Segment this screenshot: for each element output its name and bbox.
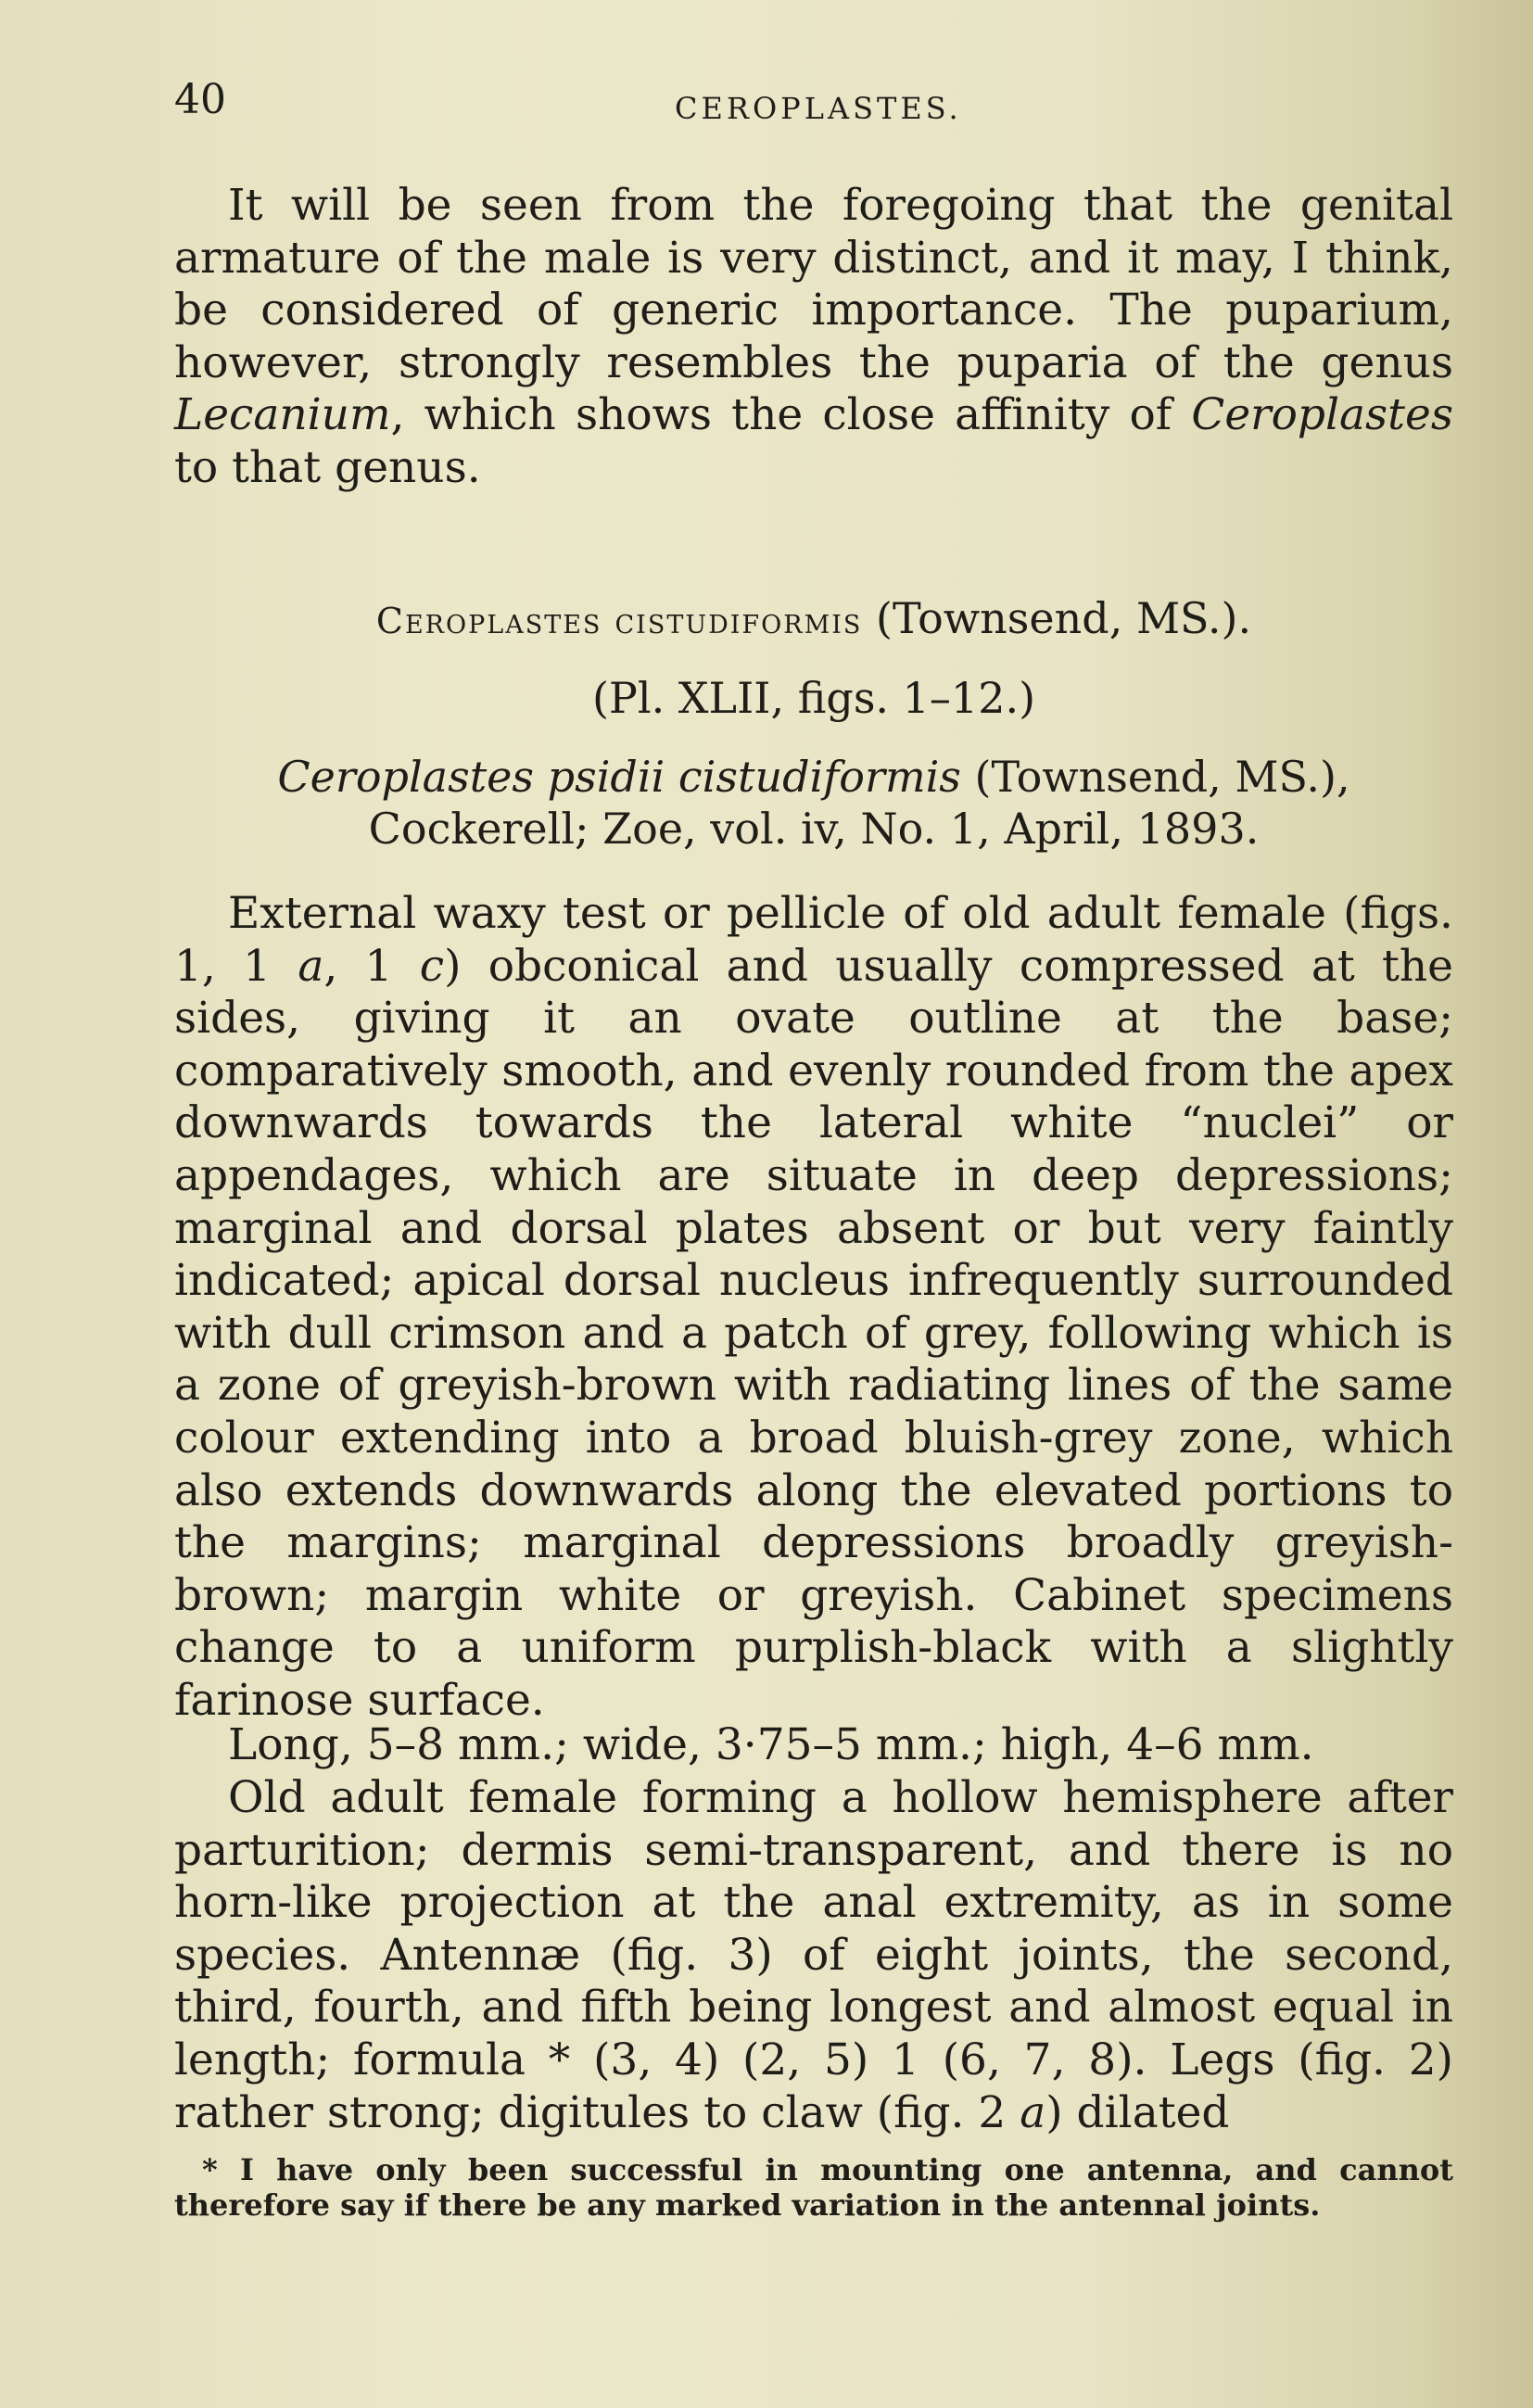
paragraph-genital-armature (174, 180, 1453, 495)
plate-reference: (Pl. XLII, figs. 1–12.) (591, 673, 1036, 723)
species-heading (174, 593, 1453, 643)
genus-lecanium: Lecanium (174, 389, 391, 441)
fig-label-2a: a (1020, 2086, 1046, 2138)
synonym-name: Ceroplastes psidii cistudiformis (277, 752, 961, 802)
synonym-reference: Cockerell; Zoe, vol. iv, No. 1, April, 1893. (368, 804, 1260, 854)
para2-text-2: , 1 (323, 940, 420, 992)
paragraph-description (174, 888, 1453, 1728)
para2-text-1: External waxy test or pellicle of old adult female (figs. 1, 1 (174, 888, 1453, 992)
para4-text-1: Old adult female forming a hollow hemisphere after parturition; dermis semi-transparent, and there is no horn-like projection at the anal extremity, as in some species. Antennæ (fig. 3) of eight joints, the second, third, fourth, and fifth being longest and almost equal in length; formula * (3, 4) (2, 5) 1 (6, 7, 8). Legs (fig. 2) rather strong; digitules to claw (fig. 2 (174, 1772, 1453, 2138)
species-name: Ceroplastes cistudiformis (375, 601, 863, 641)
paragraph-dimensions: Long, 5–8 mm.; wide, 3·75–5 mm.; high, 4–6 mm. (228, 1719, 1314, 1770)
species-authority: (Townsend, MS.). (876, 593, 1252, 643)
para2-text-3: ) obconical and usually compressed at the sides, giving it an ovate outline at the base; comparatively smooth, and evenly rounded from the apex downwards towards the lateral white “nuclei” or appendages, which are situate in deep depressions; marginal and dorsal plates absent or but very faintly indicated; apical dorsal nucleus infrequently surrounded with dull crimson and a patch of grey, following which is a zone of greyish-brown with radiating lines of the same colour extending into a broad bluish-grey zone, which also extends downwards along the elevated portions to the margins; marginal depressions broadly greyish-brown; margin white or greyish. Cabinet specimens change to a uniform purplish-black with a slightly farinose surface. (174, 940, 1453, 1726)
genus-ceroplastes: Ceroplastes (1191, 389, 1453, 441)
synonym-citation (174, 751, 1453, 855)
page-number: 40 (174, 76, 226, 123)
para4-text-2: ) dilated (1045, 2086, 1230, 2138)
running-head (174, 76, 1453, 132)
fig-label-a: a (298, 940, 324, 992)
synonym-authority: (Townsend, MS.), (974, 752, 1350, 802)
paragraph-old-adult-female (174, 1772, 1453, 2139)
running-title: CEROPLASTES. (675, 91, 962, 126)
para1-text-3: to that genus. (174, 441, 481, 493)
fig-label-c: c (419, 940, 445, 992)
footnote: * I have only been successful in mounting one antenna, and cannot therefore say if there be any marked variation in the antennal joints. (174, 2152, 1453, 2223)
para1-text-1: It will be seen from the foregoing that the genital armature of the male is very distinct, and it may, I think, be considered of generic importance. The puparium, however, strongly resembles the puparia of the genus (174, 180, 1453, 388)
para1-text-2: , which shows the close affinity of (390, 389, 1192, 441)
